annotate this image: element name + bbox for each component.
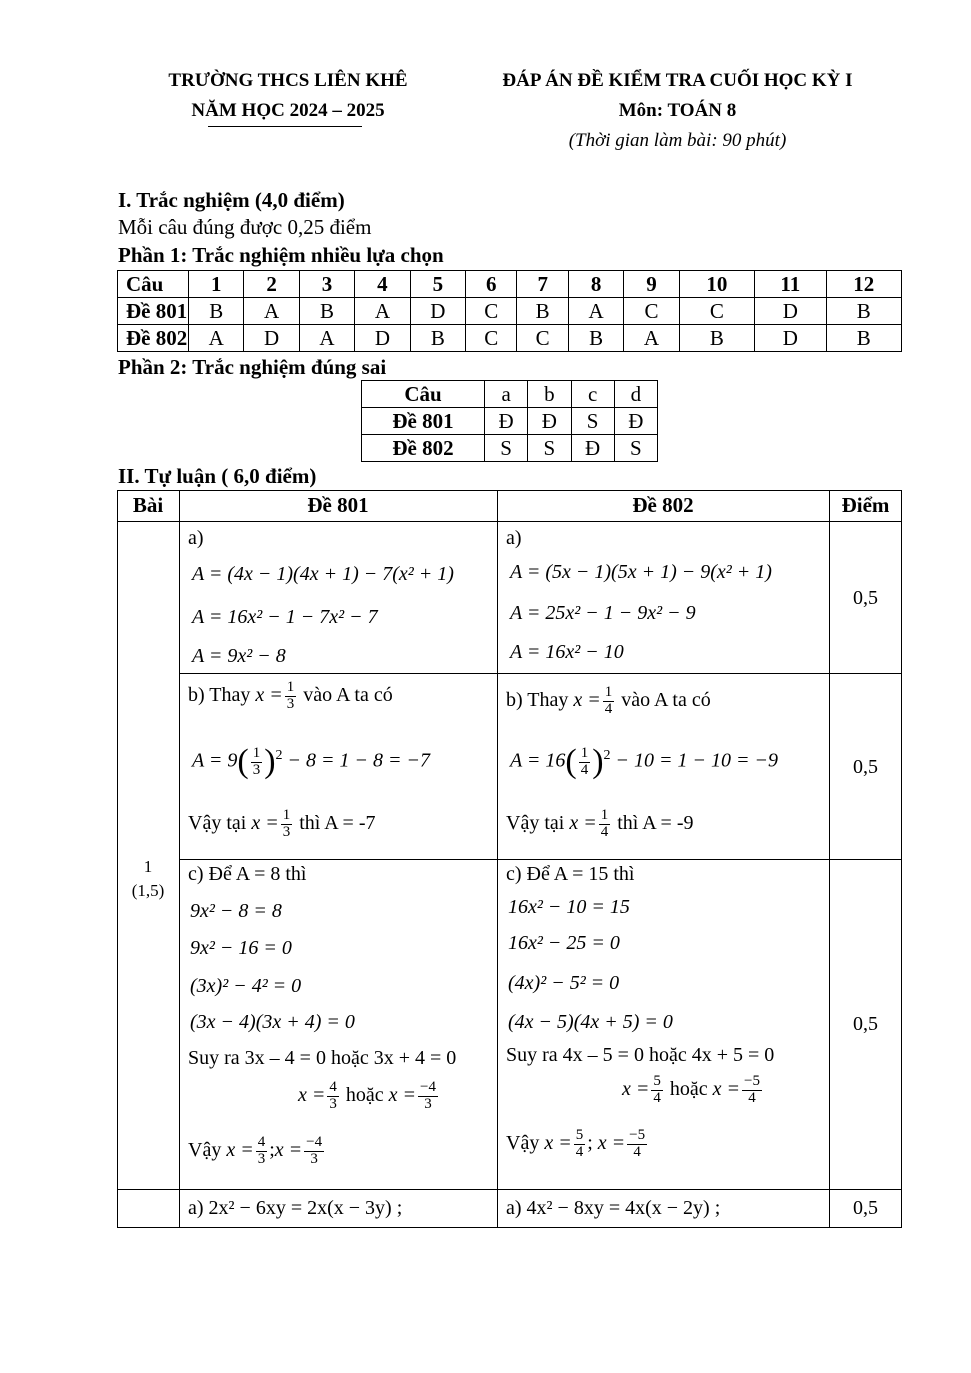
mc-header-row: [118, 271, 902, 298]
fraction: [574, 1128, 586, 1161]
header-de801: Đề 801: [307, 493, 369, 517]
numerator: −5: [629, 1127, 646, 1143]
text: thì A = -7: [299, 811, 376, 834]
denominator: 4: [748, 1089, 756, 1106]
tf-cell: Đ: [614, 408, 657, 435]
numerator: 1: [580, 744, 589, 761]
header-diem: Điểm: [841, 493, 890, 517]
bai1-points: (1,5): [131, 881, 165, 900]
tf-cell: Đ: [528, 408, 571, 435]
text: Vậy: [188, 1138, 222, 1161]
fraction: [599, 808, 611, 841]
row-b-801-line1: [188, 680, 393, 713]
fraction: [579, 746, 591, 779]
text: − 10 = 1 − 10 = −9: [615, 749, 778, 772]
school-name: TRƯỜNG THCS LIÊN KHÊ: [168, 70, 408, 91]
tf-cell: S: [528, 435, 571, 462]
numerator: 1: [252, 744, 261, 761]
row-a-802-line3: A = 16x² − 10: [510, 641, 624, 663]
mc-cell: B: [299, 298, 354, 325]
fraction: [304, 1135, 324, 1168]
tf-header-row: [362, 381, 658, 408]
denominator: 4: [653, 1089, 661, 1106]
row-a-801-line1: A = (4x − 1)(4x + 1) − 7(x² + 1): [192, 563, 454, 585]
text: A = 16: [510, 749, 566, 772]
mc-cell: C: [466, 298, 517, 325]
row-c-801-line3: 9x² − 16 = 0: [190, 937, 292, 959]
tf-row-label: Đề 802: [362, 435, 485, 462]
mc-cell: A: [244, 298, 299, 325]
fraction: [418, 1080, 438, 1113]
numerator: 4: [257, 1134, 266, 1150]
var-x: x =: [569, 811, 597, 834]
paren: ): [264, 743, 276, 780]
row-d-score: 0,5: [853, 1197, 878, 1219]
exponent: 2: [603, 747, 611, 763]
tf-cell: Đ: [485, 408, 528, 435]
text: Vậy tại: [188, 811, 247, 834]
row-c-801-line4: (3x)² − 4² = 0: [190, 975, 302, 997]
text: hoặc: [669, 1077, 708, 1100]
exam-title: ĐÁP ÁN ĐỀ KIỂM TRA CUỐI HỌC KỲ I: [502, 70, 853, 91]
var-x: x =: [712, 1077, 741, 1100]
row-a-802-line1: A = (5x − 1)(5x + 1) − 9(x² + 1): [510, 561, 772, 583]
header-de802: Đề 802: [632, 493, 694, 517]
row-c-802-line8: Vậy x = $\frac{5}{4}$ ; x = $\frac{-5}{4}$: [506, 1127, 646, 1160]
var-x: x =: [622, 1077, 650, 1100]
var-x: x =: [274, 1138, 303, 1161]
row-b-801-line3: [188, 808, 375, 841]
mc-cell: B: [410, 325, 465, 352]
denominator: 3: [257, 1150, 266, 1167]
tf-header-cell: c: [571, 381, 614, 408]
mc-cell: D: [244, 325, 299, 352]
text: thì A = -9: [617, 811, 694, 834]
mc-cell: B: [517, 298, 568, 325]
part1-sub1-title: Phần 1: Trắc nghiệm nhiều lựa chọn: [118, 243, 444, 267]
exponent: 2: [275, 747, 283, 763]
denominator: 4: [575, 1143, 584, 1160]
part2-title: II. Tự luận ( 6,0 điểm): [118, 464, 317, 488]
row-c-802-line1: c) Để A = 15 thì: [506, 863, 635, 885]
mc-cell: B: [189, 298, 244, 325]
row-d-802: a) 4x² − 8xy = 4x(x − 2y) ;: [506, 1197, 721, 1219]
row-c-802-line4: (4x)² − 5² = 0: [508, 972, 620, 994]
text: Vậy: [506, 1131, 540, 1154]
mc-cell: B: [826, 325, 901, 352]
tf-row-label: Đề 801: [362, 408, 485, 435]
mc-header-cell: 2: [244, 271, 299, 298]
mc-row-label: Đề 802: [118, 325, 189, 352]
row-a-score: 0,5: [853, 587, 878, 609]
mc-cell: C: [466, 325, 517, 352]
row-b-802-line2: [510, 745, 778, 779]
mc-header-cell: 10: [679, 271, 754, 298]
text: hoặc: [345, 1083, 384, 1106]
school-year: NĂM HỌC 2024 – 2025: [191, 100, 385, 121]
mc-row-801: [118, 298, 902, 325]
mc-cell: D: [355, 325, 410, 352]
part1-note: Mỗi câu đúng được 0,25 điểm: [118, 215, 372, 239]
mc-header-cell: 11: [755, 271, 826, 298]
tf-cell: Đ: [571, 435, 614, 462]
header-bai: Bài: [132, 493, 164, 517]
mc-header-cell: Câu: [118, 271, 189, 298]
row-c-802-line5: (4x − 5)(4x + 5) = 0: [508, 1011, 673, 1033]
denominator: 3: [310, 1150, 318, 1167]
mc-cell: D: [755, 298, 826, 325]
mc-cell: D: [410, 298, 465, 325]
row-b-802-line1: [506, 685, 711, 718]
mc-answer-table: [117, 270, 902, 352]
denominator: 4: [604, 700, 613, 717]
fraction: [603, 685, 615, 718]
mc-header-cell: 4: [355, 271, 410, 298]
row-a-802-line2: A = 25x² − 1 − 9x² − 9: [510, 602, 696, 624]
tf-row-801: [362, 408, 658, 435]
row-c-801-line2: 9x² − 8 = 8: [190, 900, 282, 922]
row-a-801-line2: A = 16x² − 1 − 7x² − 7: [192, 606, 378, 628]
tf-header-cell: d: [614, 381, 657, 408]
exam-time: (Thời gian làm bài: 90 phút): [568, 130, 787, 151]
var-x: x =: [298, 1083, 326, 1106]
text: b) Thay: [188, 683, 251, 706]
row-d-801: a) 2x² − 6xy = 2x(x − 3y) ;: [188, 1197, 403, 1219]
row-c-801-line5: (3x − 4)(3x + 4) = 0: [190, 1011, 355, 1033]
mc-header-cell: 12: [826, 271, 901, 298]
fraction: [742, 1074, 762, 1107]
mc-row-label: Đề 801: [118, 298, 189, 325]
denominator: 4: [600, 823, 609, 840]
mc-header-cell: 1: [189, 271, 244, 298]
mc-cell: A: [299, 325, 354, 352]
fraction: [285, 680, 297, 713]
row-b-801-line2: [192, 745, 430, 779]
tf-header-cell: a: [485, 381, 528, 408]
fraction: [651, 1074, 663, 1107]
fraction: [627, 1128, 647, 1161]
row-c-score: 0,5: [853, 1013, 878, 1035]
denominator: 4: [580, 761, 589, 778]
numerator: −4: [420, 1079, 436, 1095]
var-x: x =: [255, 683, 283, 706]
numerator: 5: [575, 1127, 584, 1143]
subject: Môn: TOÁN 8: [618, 100, 737, 121]
row-a-801-line3: A = 9x² − 8: [192, 645, 286, 667]
mc-cell: B: [826, 298, 901, 325]
mc-cell: B: [679, 325, 754, 352]
mc-cell: C: [624, 298, 679, 325]
fraction: [327, 1080, 339, 1113]
mc-cell: A: [568, 298, 623, 325]
row-c-801-line6: Suy ra 3x – 4 = 0 hoặc 3x + 4 = 0: [188, 1047, 457, 1069]
year-underline: [208, 126, 362, 127]
row-divider: [179, 859, 902, 860]
text: vào A ta có: [621, 688, 711, 711]
text: b) Thay: [506, 688, 569, 711]
row-c-801-line7: [298, 1080, 440, 1113]
mc-header-cell: 7: [517, 271, 568, 298]
fraction: [251, 746, 263, 779]
row-b-score: 0,5: [853, 756, 878, 778]
mc-cell: A: [189, 325, 244, 352]
text: Vậy tại: [506, 811, 565, 834]
part1-title: I. Trắc nghiệm (4,0 điểm): [118, 188, 345, 212]
part1-sub2-title: Phần 2: Trắc nghiệm đúng sai: [118, 355, 387, 379]
mc-header-cell: 8: [568, 271, 623, 298]
text: − 8 = 1 − 8 = −7: [287, 749, 430, 772]
mc-header-cell: 6: [466, 271, 517, 298]
fraction: [256, 1135, 268, 1168]
numerator: 1: [604, 684, 613, 700]
mc-header-cell: 5: [410, 271, 465, 298]
mc-cell: B: [568, 325, 623, 352]
tf-row-802: [362, 435, 658, 462]
row-c-802-line6: Suy ra 4x – 5 = 0 hoặc 4x + 5 = 0: [506, 1044, 775, 1066]
numerator: 5: [653, 1073, 661, 1089]
var-x: x =: [226, 1138, 254, 1161]
row-divider: [117, 1189, 902, 1190]
tf-header-cell: b: [528, 381, 571, 408]
numerator: −5: [744, 1073, 760, 1089]
var-x: x =: [544, 1131, 572, 1154]
text: vào A ta có: [303, 683, 393, 706]
mc-header-cell: 9: [624, 271, 679, 298]
paren: (: [237, 743, 249, 780]
row-c-802-line7: [622, 1074, 764, 1107]
denominator: 3: [282, 823, 291, 840]
denominator: 3: [329, 1095, 337, 1112]
denominator: 3: [424, 1095, 432, 1112]
denominator: 3: [252, 761, 261, 778]
row-c-801-line1: c) Để A = 8 thì: [188, 863, 307, 885]
tf-answer-table: [361, 380, 658, 462]
mc-cell: A: [624, 325, 679, 352]
denominator: 3: [286, 695, 295, 712]
row-divider: [179, 673, 902, 674]
tf-cell: S: [614, 435, 657, 462]
numerator: 1: [282, 807, 291, 823]
numerator: −4: [306, 1134, 323, 1150]
numerator: 4: [329, 1079, 337, 1095]
row-b-802-line3: [506, 808, 693, 841]
row-divider: [117, 521, 902, 522]
numerator: 1: [600, 807, 609, 823]
text: A = 9: [192, 749, 238, 772]
mc-cell: C: [517, 325, 568, 352]
fraction: [281, 808, 293, 841]
bai1-label: 1: [143, 857, 153, 876]
tf-cell: S: [571, 408, 614, 435]
paren: ): [592, 743, 604, 780]
var-x: x =: [251, 811, 279, 834]
paren: (: [565, 743, 577, 780]
mc-row-802: [118, 325, 902, 352]
tf-header-cell: Câu: [362, 381, 485, 408]
row-c-801-line8: Vậy x = $\frac{4}{3}$ ;x = $\frac{-4}{3}$: [188, 1134, 323, 1167]
row-c-802-line3: 16x² − 25 = 0: [508, 932, 620, 954]
var-x: x =: [573, 688, 601, 711]
mc-header-cell: 3: [299, 271, 354, 298]
row-a-802-label: a): [506, 527, 522, 549]
mc-cell: C: [679, 298, 754, 325]
row-a-801-label: a): [188, 527, 204, 549]
var-x: x =: [597, 1131, 626, 1154]
var-x: x =: [388, 1083, 417, 1106]
numerator: 1: [286, 679, 295, 695]
denominator: 4: [633, 1143, 641, 1160]
row-c-802-line2: 16x² − 10 = 15: [508, 896, 630, 918]
tf-cell: S: [485, 435, 528, 462]
mc-cell: D: [755, 325, 826, 352]
mc-cell: A: [355, 298, 410, 325]
